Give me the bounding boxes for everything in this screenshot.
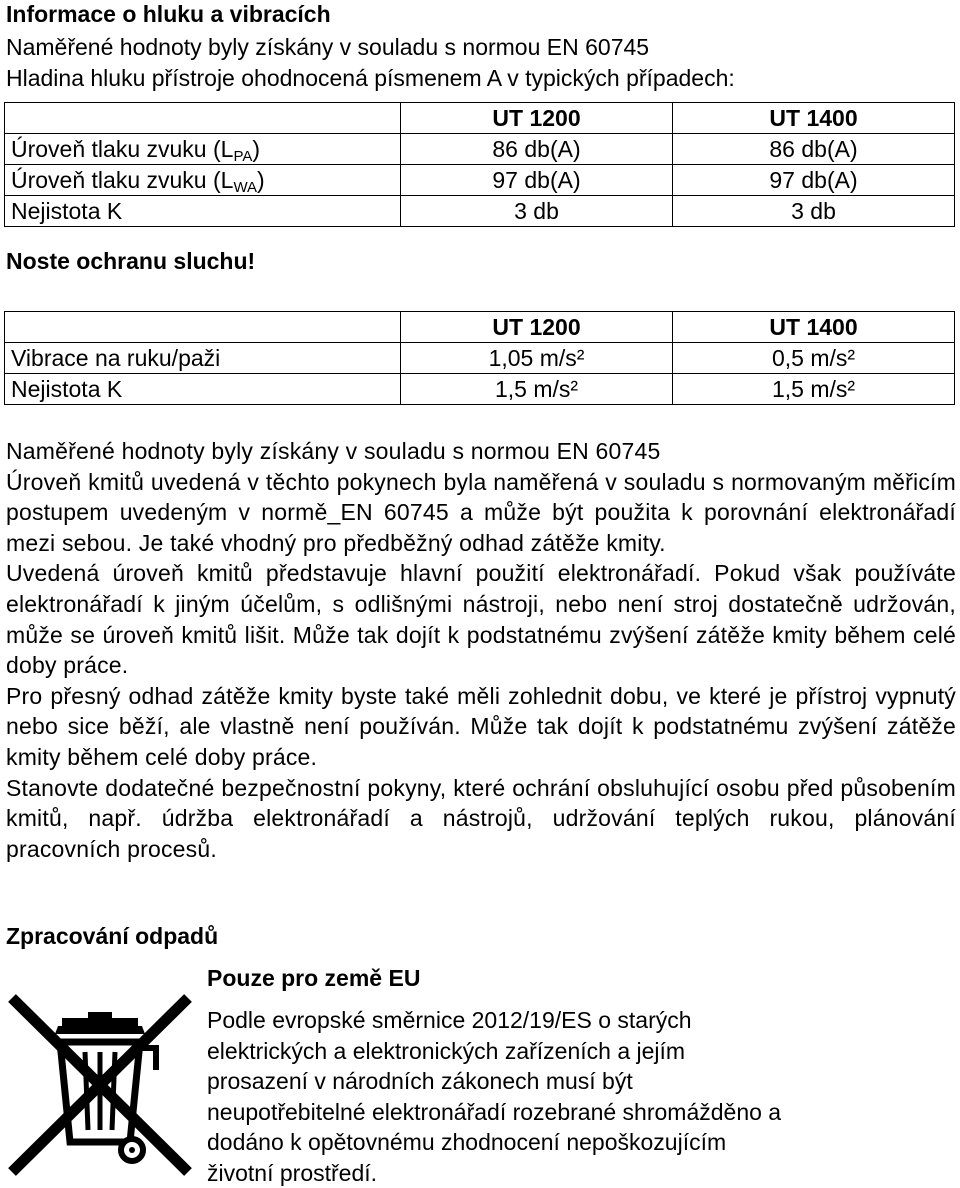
column-header: UT 1200 [401,103,673,134]
table-cell: 97 db(A) [673,165,955,196]
column-header: UT 1400 [673,103,955,134]
hearing-protection-warning: Noste ochranu sluchu! [6,248,256,274]
paragraph: Naměřené hodnoty byly získány v souladu s normou EN 60745 [6,438,661,464]
table-header-row [5,103,955,134]
row-label: Vibrace na ruku/paži [5,343,401,374]
table-cell: 1,5 m/s² [673,374,955,405]
noise-vibration-heading: Informace o hluku a vibracích [6,1,331,27]
paragraph: Pro přesný odhad zátěže kmity byste také měli zohlednit dobu, ve které je přístroj vypnutý nebo sice běží, ale vlastně není používán. Může tak dojít k podstatnému zvýšení zátěže kmity během celé doby práce. [6,682,956,770]
paragraph: Uvedená úroveň kmitů představuje hlavní použití elektronářadí. Pokud však používáte elektronářadí k jiným účelům, s odlišnými nástroji, nebo není stroj dostatečně udržován, může se úroveň kmitů lišit. Může tak dojít k podstatnému zvýšení zátěže kmity během celé doby práce. [6,560,956,679]
table-cell: 3 db [401,196,673,227]
vibration-table [4,311,955,405]
row-label-text: Úroveň tlaku zvuku (L [11,167,234,193]
row-label-end: ) [252,136,261,162]
noise-intro-line: Hladina hluku přístroje ohodnocená písmenem A v typických případech: [6,65,735,91]
text-line: neupotřebitelné elektronářadí rozebrané shromážděno a [207,1098,782,1125]
text-line: elektrických a elektronických zařízeních a jejím [207,1037,686,1064]
paragraph: Stanovte dodatečné bezpečnostní pokyny, které ochrání obsluhující osobu před působením kmitů, např. údržba elektronářadí a nástrojů, udržování teplých rukou, plánování pracovních procesů. [6,774,956,862]
text-line: dodáno k opětovnému zhodnocení nepoškozujícím [207,1129,727,1155]
waste-heading: Zpracování odpadů [6,923,219,949]
noise-intro [6,32,956,94]
noise-intro-line: Naměřené hodnoty byly získány v souladu s normou EN 60745 [6,34,650,60]
row-label [5,165,401,196]
table-row [5,374,955,405]
text-line: Podle evropské směrnice 2012/19/ES o starých [207,1007,692,1033]
row-label-subscript: PA [233,148,253,165]
noise-table [4,102,955,227]
column-header: UT 1400 [673,312,955,343]
text-line: životní prostředí. [207,1159,378,1186]
table-cell: 1,05 m/s² [401,343,673,374]
table-row [5,343,955,374]
row-label-subscript: WA [233,179,258,196]
table-cell: 86 db(A) [673,134,955,165]
row-label [5,134,401,165]
table-header-row [5,312,955,343]
column-header: UT 1200 [401,312,673,343]
paragraph: Úroveň kmitů uvedená v těchto pokynech byla naměřená v souladu s normovaným měřicím postupem uvedeným v normě_EN 60745 a může být použita k porovnání elektronářadí mezi sebou. Je také vhodný pro předběžný odhad zátěže kmity. [6,468,956,556]
row-label-end: ) [257,167,265,193]
table-cell: 1,5 m/s² [401,374,673,405]
empty-header-cell [5,312,401,343]
table-cell: 86 db(A) [401,134,673,165]
vibration-text [6,436,956,864]
table-cell: 97 db(A) [401,165,673,196]
eu-disposal-text [207,1005,907,1188]
crossed-out-wheelie-bin-icon [0,990,200,1188]
text-line: prosazení v národních zákonech musí být [207,1068,633,1094]
row-label: Nejistota K [5,374,401,405]
table-cell: 3 db [673,196,955,227]
row-label: Nejistota K [5,196,401,227]
empty-header-cell [5,103,401,134]
table-row [5,196,955,227]
table-row [5,165,955,196]
eu-only-heading: Pouze pro země EU [207,965,421,991]
table-cell: 0,5 m/s² [673,343,955,374]
row-label-text: Úroveň tlaku zvuku (L [11,136,234,162]
table-row [5,134,955,165]
